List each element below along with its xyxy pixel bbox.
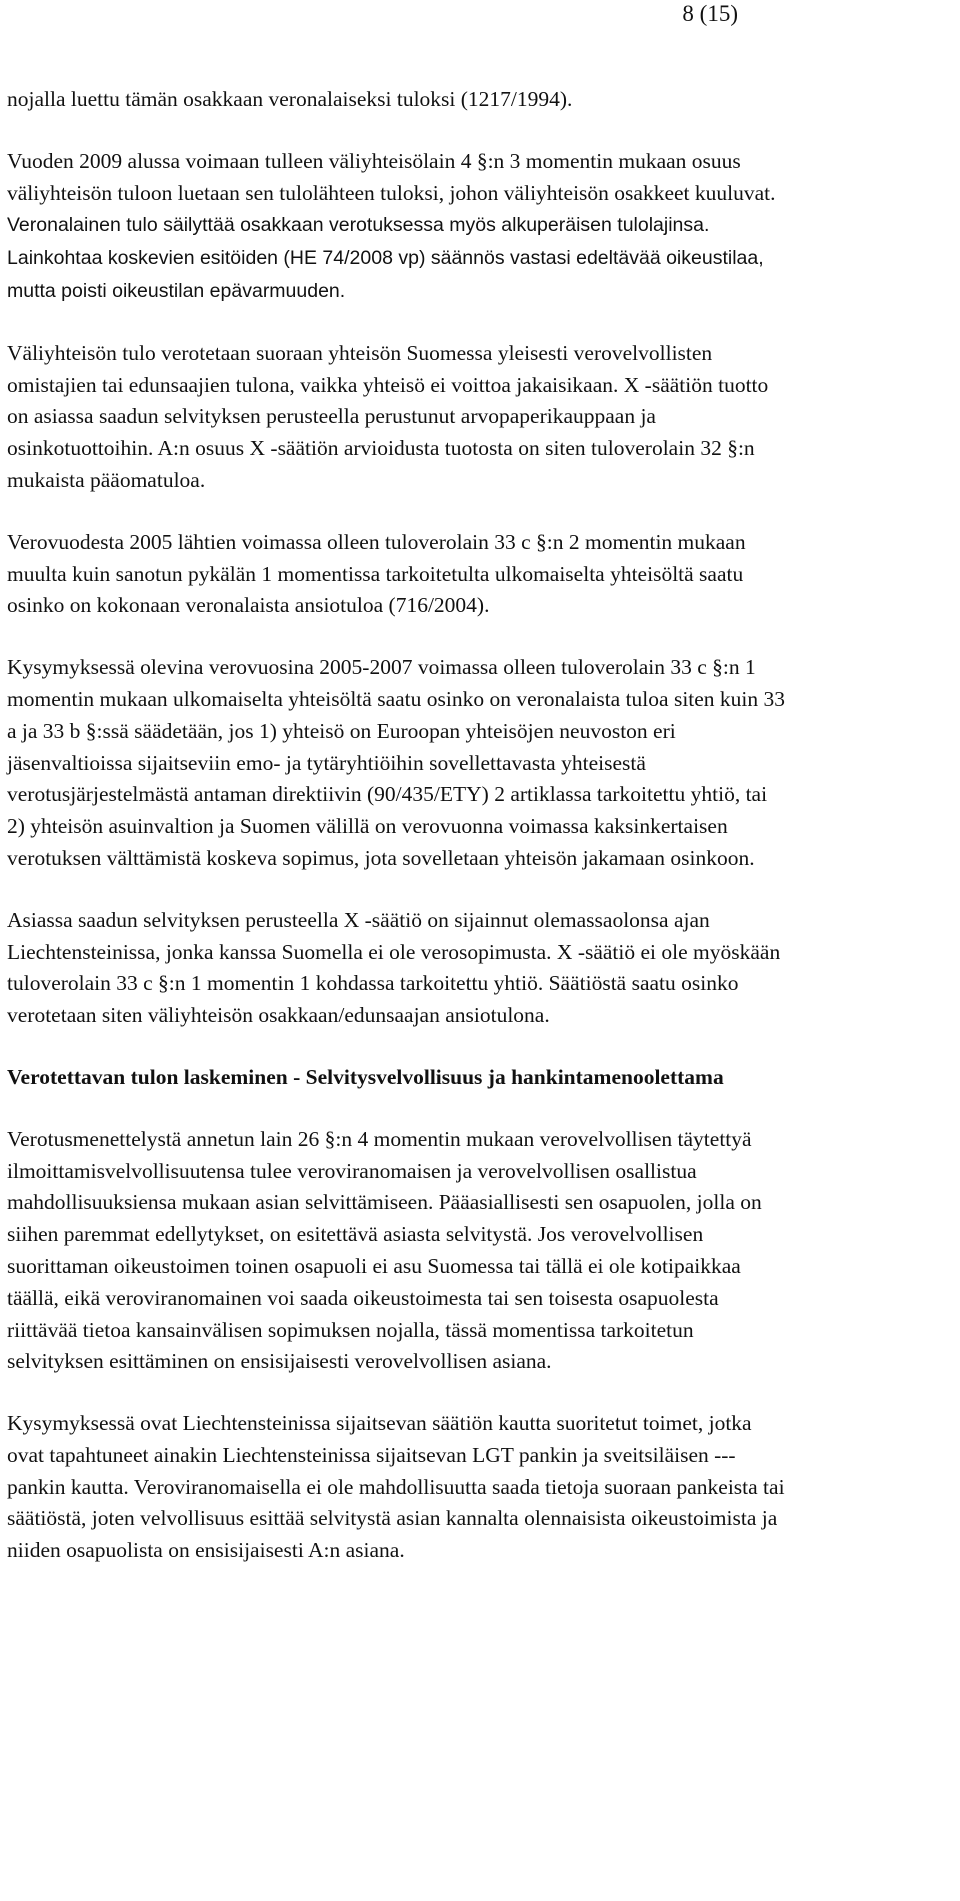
document-body <box>7 84 787 1597</box>
paragraph-8: Kysymyksessä ovat Liechtensteinissa sijaitsevan säätiön kautta suoritetut toimet, jotka ovat tapahtuneet ainakin Liechtensteinissa sijaitsevan LGT pankin ja sveitsiläisen --- pankin kautta. Veroviranomaisella ei ole mahdollisuutta saada tietoja suoraan pankeista tai säätiöstä, joten velvollisuus esittää selvitystä asian kannalta olennaisista oikeustoimista ja niiden osapuolista on ensisijaisesti A:n asiana. <box>7 1411 785 1563</box>
paragraph-7: Verotusmenettelystä annetun lain 26 §:n 4 momentin mukaan verovelvollisen täytettyä ilmoittamisvelvollisuutensa tulee veroviranomaisen ja verovelvollisen osallistua mahdollisuuksiensa mukaan asian selvittämiseen. Pääasiallisesti sen osapuolen, jolla on siihen paremmat edellytykset, on esitettävä asiasta selvitystä. Jos verovelvollisen suorittaman oikeustoimen toinen osapuoli ei asu Suomessa tai tällä ei ole kotipaikkaa täällä, eikä veroviranomainen voi saada oikeustoimesta tai sen toisesta osapuolesta riittävää tietoa kansainvälisen sopimuksen nojalla, tässä momentissa tarkoitetun selvityksen esittäminen on ensisijaisesti verovelvollisen asiana. <box>7 1126 762 1374</box>
paragraph-5: Kysymyksessä olevina verovuosina 2005-2007 voimassa olleen tuloverolain 33 c §:n 1 momentin mukaan ulkomaiselta yhteisöltä saatu osinko on veronalaista tuloa siten kuin 33 a ja 33 b §:ssä säädetään, jos 1) yhteisö on Euroopan yhteisöjen neuvoston eri jäsenvaltioissa sijaitseviin emo- ja tytäryhtiöihin sovellettavasta yhteisestä verotusjärjestelmästä antaman direktiivin (90/435/ETY) 2 artiklassa tarkoitettu yhtiö, tai 2) yhteisön asuinvaltion ja Suomen välillä on verovuonna voimassa kaksinkertaisen verotuksen välttämistä koskeva sopimus, jota sovelletaan yhteisön jakamaan osinkoon. <box>7 655 786 870</box>
section-heading: Verotettavan tulon laskeminen - Selvitysvelvollisuus ja hankintamenoolettama <box>7 1064 724 1089</box>
paragraph-2 <box>7 146 787 308</box>
paragraph-4: Verovuodesta 2005 lähtien voimassa olleen tuloverolain 33 c §:n 2 momentin mukaan muulta kuin sanotun pykälän 1 momentissa tarkoitetulta ulkomaiselta yhteisöltä saatu osinko on kokonaan veronalaista ansiotuloa (716/2004). <box>7 529 746 618</box>
page-number: 8 (15) <box>682 1 738 26</box>
paragraph-6: Asiassa saadun selvityksen perusteella X -säätiö on sijainnut olemassaolonsa ajan Liechtensteinissa, jonka kanssa Suomella ei ole verosopimusta. X -säätiö ei ole myöskään tuloverolain 33 c §:n 1 momentin 1 kohdassa tarkoitettu yhtiö. Säätiöstä saatu osinko verotetaan siten väliyhteisön osakkaan/edunsaajan ansiotulona. <box>7 907 781 1028</box>
paragraph-1: nojalla luettu tämän osakkaan veronalaiseksi tuloksi (1217/1994). <box>7 87 573 111</box>
paragraph-3: Väliyhteisön tulo verotetaan suoraan yhteisön Suomessa yleisesti verovelvollisten omistajien tai edunsaajien tulona, vaikka yhteisö ei voittoa jakaisikaan. X -säätiön tuotto on asiassa saadun selvityksen perusteella perustunut arvopaperikauppaan ja osinkotuottoihin. A:n osuus X -säätiön arvioidusta tuotosta on siten tuloverolain 32 §:n mukaista pääomatuloa. <box>7 340 769 492</box>
paragraph-2-sans-text: Veronalainen tulo säilyttää osakkaan verotuksessa myös alkuperäisen tulolajinsa. Lainkohtaa koskevien esitöiden (HE 74/2008 vp) säännös vastasi edeltävää oikeustilaa, mutta poisti oikeustilan epävarmuuden. <box>7 214 764 302</box>
paragraph-2-text: Vuoden 2009 alussa voimaan tulleen väliyhteisölain 4 §:n 3 momentin mukaan osuus väliyhteisön tuloon luetaan sen tulolähteen tuloksi, johon väliyhteisön osakkeet kuuluvat. <box>7 148 776 205</box>
